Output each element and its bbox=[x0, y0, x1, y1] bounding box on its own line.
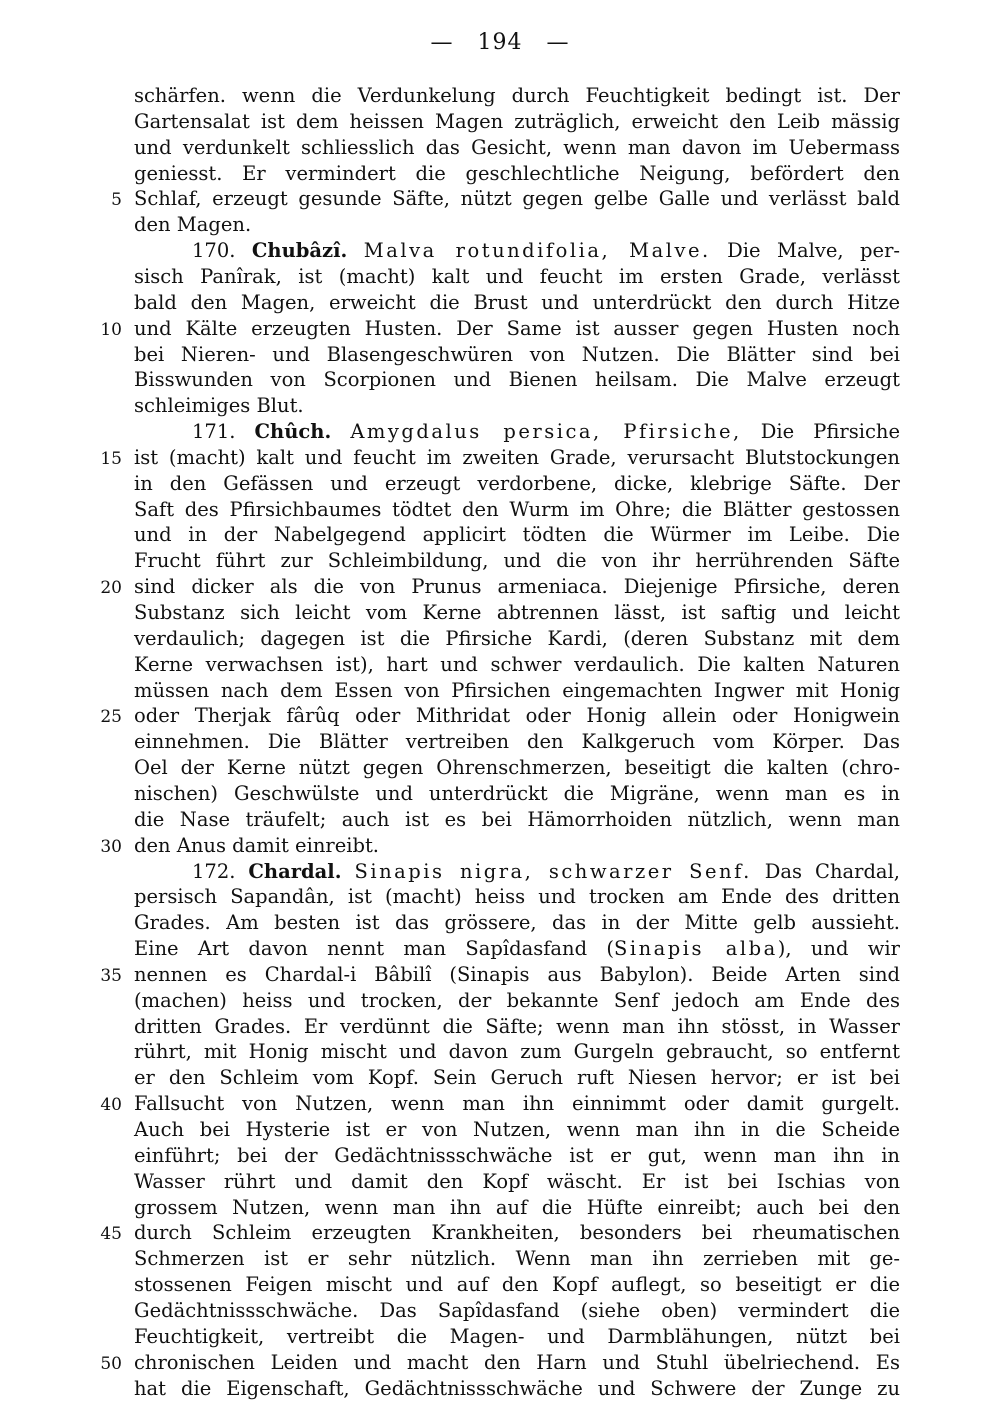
text-line bbox=[134, 1169, 900, 1195]
text-segment: schleimiges Blut. bbox=[134, 394, 304, 418]
text-segment: bei Nieren- und Blasengeschwüren von Nutzen. Die Blätter sind bei bbox=[134, 342, 900, 366]
text-line bbox=[134, 393, 900, 419]
text-line bbox=[134, 316, 900, 342]
text-line bbox=[134, 83, 900, 109]
text-segment: verdaulich; dagegen ist die Pfirsiche Kardi, (deren Substanz mit dem bbox=[134, 626, 900, 650]
entry-headword: Chûch. bbox=[254, 420, 332, 444]
text-line bbox=[134, 1117, 900, 1143]
text-segment: dritten Grades. Er verdünnt die Säfte; wenn man ihn stösst, in Wasser bbox=[134, 1014, 900, 1038]
text-line bbox=[134, 1246, 900, 1272]
text-segment: Oel der Kerne nützt gegen Ohrenschmerzen, beseitigt die kalten (chro- bbox=[134, 756, 900, 780]
text-line bbox=[134, 678, 900, 704]
text-line bbox=[134, 574, 900, 600]
margin-line-number: 40 bbox=[100, 1095, 122, 1116]
text-line bbox=[134, 1298, 900, 1324]
text-line bbox=[134, 1065, 900, 1091]
text-line bbox=[134, 962, 900, 988]
text-line bbox=[134, 238, 900, 264]
text-segment: schärfen. wenn die Verdunkelung durch Feuchtigkeit bedingt ist. Der bbox=[134, 84, 900, 107]
text-line bbox=[134, 1350, 900, 1376]
text-segment: stossenen Feigen mischt und auf den Kopf auflegt, so beseitigt er die bbox=[134, 1273, 900, 1297]
text-segment: Feuchtigkeit, vertreibt die Magen- und Darmblähungen, nützt bei bbox=[134, 1324, 900, 1348]
text-line bbox=[134, 1195, 900, 1221]
text-line bbox=[134, 729, 900, 755]
text-segment: er den Schleim vom Kopf. Sein Geruch ruft Niesen hervor; er ist bei bbox=[134, 1066, 900, 1090]
text-segment: Das Chardal, bbox=[751, 859, 900, 883]
text-segment: bald den Magen, erweicht die Brust und unterdrückt den durch Hitze bbox=[134, 290, 900, 314]
text-line bbox=[134, 135, 900, 161]
text-line bbox=[134, 264, 900, 290]
text-line bbox=[134, 1324, 900, 1350]
text-segment: einführt; bei der Gedächtnissschwäche ist er gut, wenn man ihn in bbox=[134, 1143, 900, 1167]
text-segment: den Magen. bbox=[134, 213, 252, 237]
text-segment bbox=[347, 239, 363, 262]
text-segment: sind dicker als die von Prunus armeniaca. Diejenige Pfirsiche, deren bbox=[134, 575, 900, 599]
text-segment: chronischen Leiden und macht den Harn und Stuhl übelriechend. Es bbox=[134, 1350, 900, 1374]
text-line bbox=[134, 988, 900, 1014]
text-line bbox=[134, 1220, 900, 1246]
text-segment: nischen) Geschwülste und unterdrückt die Migräne, wenn man es in bbox=[134, 781, 900, 805]
text-line bbox=[134, 1091, 900, 1117]
text-segment: in den Gefässen und erzeugt verdorbene, dicke, klebrige Säfte. Der bbox=[134, 471, 900, 495]
margin-line-number: 50 bbox=[100, 1353, 122, 1374]
text-segment: rührt, mit Honig mischt und davon zum Gurgeln gebraucht, so entfernt bbox=[134, 1040, 900, 1064]
text-segment: den Anus damit einreibt. bbox=[134, 833, 380, 857]
latin-name: Amygdalus persica, Pfirsiche, bbox=[350, 420, 742, 444]
latin-name: Malva rotundifolia, Malve. bbox=[363, 239, 711, 263]
entry-headword: Chubâzî. bbox=[251, 239, 348, 263]
text-line bbox=[134, 1272, 900, 1298]
page-number: 194 bbox=[477, 30, 523, 55]
text-line bbox=[134, 290, 900, 316]
text-segment bbox=[331, 420, 350, 443]
text-segment: und in der Nabelgegend applicirt tödten die Würmer im Leibe. Die bbox=[134, 523, 900, 547]
text-segment: hat die Eigenschaft, Gedächtnissschwäche und Schwere der Zunge zu bbox=[134, 1376, 900, 1400]
text-line bbox=[134, 626, 900, 652]
text-segment: sisch Panîrak, ist (macht) kalt und feucht im ersten Grade, verlässt bbox=[134, 264, 900, 288]
margin-line-number: 35 bbox=[100, 965, 122, 986]
margin-line-number: 20 bbox=[100, 578, 122, 599]
margin-line-number: 45 bbox=[100, 1224, 122, 1245]
text-segment: Grades. Am besten ist das grössere, das in der Mitte gelb aussieht. bbox=[134, 911, 900, 935]
text-line bbox=[134, 342, 900, 368]
text-segment: Auch bei Hysterie ist er von Nutzen, wenn man ihn in die Scheide bbox=[134, 1118, 900, 1141]
text-segment: Substanz sich leicht vom Kerne abtrennen lässt, ist saftig und leicht bbox=[134, 601, 900, 624]
text-segment bbox=[341, 860, 354, 883]
latin-name: Sinapis alba bbox=[614, 937, 778, 961]
text-segment: nennen es Chardal-i Bâbilî (Sinapis aus Babylon). Beide Arten sind bbox=[134, 962, 900, 986]
text-line bbox=[134, 497, 900, 523]
header-dash-left: — bbox=[430, 30, 454, 55]
text-segment: persisch Sapandân, ist (macht) heiss und trocken am Ende des dritten bbox=[134, 885, 900, 909]
text-segment: einnehmen. Die Blätter vertreiben den Kalkgeruch vom Körper. Das bbox=[134, 730, 900, 754]
text-segment: Schlaf, erzeugt gesunde Säfte, nützt gegen gelbe Galle und verlässt bald bbox=[134, 187, 900, 211]
margin-line-number: 10 bbox=[100, 319, 122, 340]
text-segment: geniesst. Er vermindert die geschlechtliche Neigung, befördert den bbox=[134, 161, 900, 185]
text-line bbox=[134, 1039, 900, 1065]
text-segment: Die Malve, per- bbox=[710, 239, 900, 263]
entry-number: 171. bbox=[192, 420, 255, 444]
text-segment: Die Pfirsiche bbox=[741, 420, 900, 444]
text-segment: ), und wir bbox=[777, 937, 900, 961]
text-line bbox=[134, 471, 900, 497]
text-segment: müssen nach dem Essen von Pfirsichen eingemachten Ingwer mit Honig bbox=[134, 678, 900, 702]
text-line bbox=[134, 884, 900, 910]
text-segment: Fallsucht von Nutzen, wenn man ihn einnimmt oder damit gurgelt. bbox=[134, 1092, 900, 1116]
text-line bbox=[134, 703, 900, 729]
text-segment: Frucht führt zur Schleimbildung, und die von ihr herrührenden Säfte bbox=[134, 549, 900, 573]
text-line bbox=[134, 1376, 900, 1402]
entry-number: 170. bbox=[192, 239, 252, 263]
text-segment: und Kälte erzeugten Husten. Der Same ist ausser gegen Husten noch bbox=[134, 316, 900, 340]
text-segment: oder Therjak fârûq oder Mithridat oder Honig allein oder Honigwein bbox=[134, 704, 900, 728]
text-line bbox=[134, 367, 900, 393]
text-line bbox=[134, 1014, 900, 1040]
entry-headword: Chardal. bbox=[248, 859, 342, 883]
text-segment: Wasser rührt und damit den Kopf wäscht. Er ist bei Ischias von bbox=[134, 1169, 900, 1193]
text-segment: Bisswunden von Scorpionen und Bienen heilsam. Die Malve erzeugt bbox=[134, 368, 900, 392]
margin-line-number: 25 bbox=[100, 707, 122, 728]
text-segment: Kerne verwachsen ist), hart und schwer verdaulich. Die kalten Naturen bbox=[134, 652, 900, 676]
page-header bbox=[0, 28, 1000, 58]
margin-line-number: 5 bbox=[111, 190, 122, 211]
text-line bbox=[134, 600, 900, 626]
text-line bbox=[134, 936, 900, 962]
text-line bbox=[134, 1143, 900, 1169]
text-segment: ist (macht) kalt und feucht im zweiten Grade, verursacht Blutstockungen bbox=[134, 445, 900, 469]
text-segment: die Nase träufelt; auch ist es bei Hämorrhoiden nützlich, wenn man bbox=[134, 807, 900, 831]
text-segment: und verdunkelt schliesslich das Gesicht, wenn man davon im Uebermass bbox=[134, 135, 900, 159]
text-segment: Gedächtnissschwäche. Das Sapîdasfand (siehe oben) vermindert die bbox=[134, 1298, 900, 1322]
text-line bbox=[134, 445, 900, 471]
entry-number: 172. bbox=[192, 859, 249, 883]
text-line bbox=[134, 755, 900, 781]
text-line bbox=[134, 652, 900, 678]
latin-name: Sinapis nigra, schwarzer Senf. bbox=[354, 859, 752, 883]
header-dash-right: — bbox=[546, 30, 570, 55]
text-line bbox=[134, 781, 900, 807]
margin-line-number: 30 bbox=[100, 836, 122, 857]
text-line bbox=[134, 212, 900, 238]
text-segment: Schmerzen ist er sehr nützlich. Wenn man ihn zerrieben mit ge- bbox=[134, 1247, 900, 1271]
text-segment: Gartensalat ist dem heissen Magen zuträglich, erweicht den Leib mässig bbox=[134, 109, 900, 133]
text-segment: grossem Nutzen, wenn man ihn auf die Hüfte einreibt; auch bei den bbox=[134, 1195, 900, 1219]
text-segment: Saft des Pfirsichbaumes tödtet den Wurm im Ohre; die Blätter gestossen bbox=[134, 497, 900, 521]
text-segment: durch Schleim erzeugten Krankheiten, besonders bei rheumatischen bbox=[134, 1221, 900, 1245]
text-line bbox=[134, 548, 900, 574]
text-line bbox=[134, 186, 900, 212]
margin-line-number: 15 bbox=[100, 448, 122, 469]
text-line bbox=[134, 910, 900, 936]
text-line bbox=[134, 859, 900, 885]
text-line bbox=[134, 807, 900, 833]
text-line bbox=[134, 522, 900, 548]
text-segment: (machen) heiss und trocken, der bekannte Senf jedoch am Ende des bbox=[134, 988, 900, 1012]
text-line bbox=[134, 833, 900, 859]
text-line bbox=[134, 109, 900, 135]
text-segment: Eine Art davon nennt man Sapîdasfand ( bbox=[134, 937, 614, 961]
text-line bbox=[134, 419, 900, 445]
text-line bbox=[134, 161, 900, 187]
